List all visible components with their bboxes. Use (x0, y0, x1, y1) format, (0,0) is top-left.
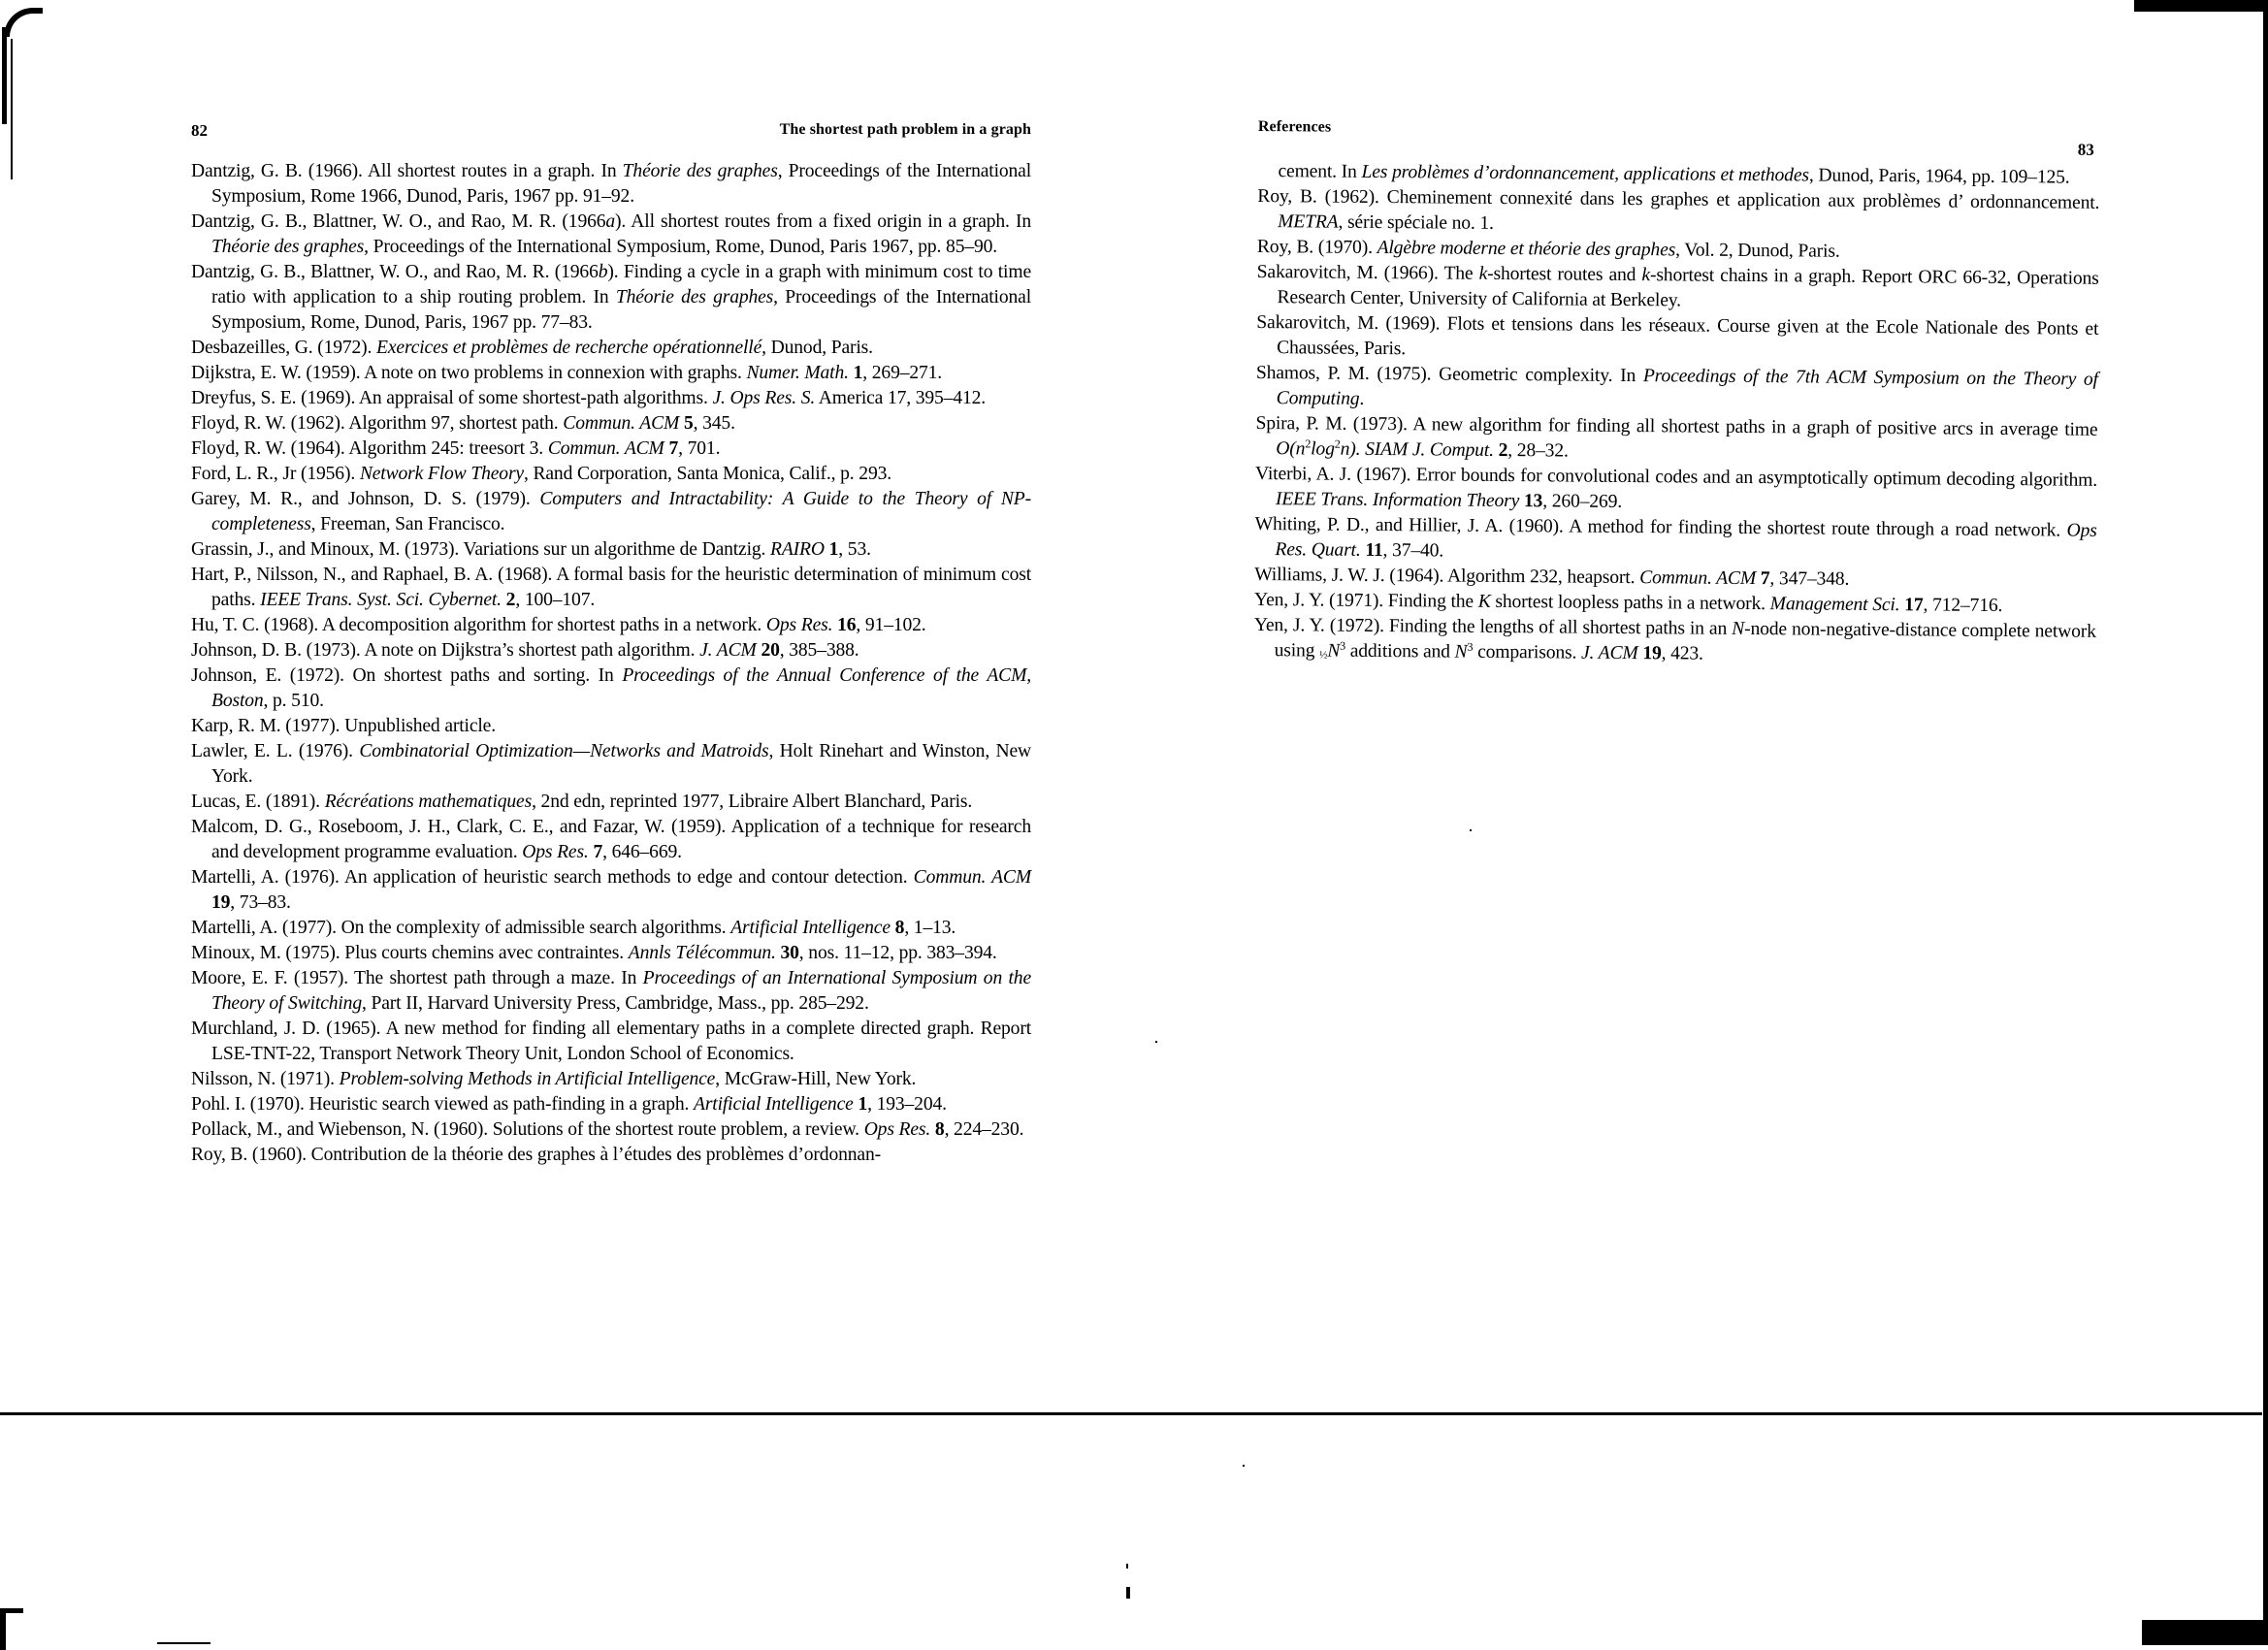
italic-text: N (1454, 641, 1468, 663)
reference-entry (191, 260, 1031, 336)
reference-entry (191, 563, 1031, 613)
scan-artifact-gutter-mark (1126, 1587, 1130, 1599)
italic-text: J. Ops Res. S. (712, 388, 816, 408)
text-segment: Dreyfus, S. E. (1969). An appraisal of some shortest-path algorithms. (191, 388, 713, 408)
text-segment: Roy, B. (1960). Contribution de la théorie des graphes à l’études des problèmes d’ordonnan- (191, 1145, 881, 1165)
text-segment: Dantzig, G. B., Blattner, W. O., and Rao, M. R. (1966 (191, 211, 606, 232)
scan-artifact-page-curl-top-left (4, 8, 43, 37)
scan-artifact-left-tick (11, 39, 13, 179)
text-segment: , 345. (693, 413, 735, 434)
italic-text: N (1327, 640, 1341, 662)
fraction: ½ (1319, 649, 1328, 662)
text-segment: , série spéciale no. 1. (1338, 211, 1494, 234)
bold-volume: 19 (211, 892, 231, 913)
italic-text: Combinatorial Optimization—Networks and Matroids (359, 741, 769, 761)
text-segment: Floyd, R. W. (1964). Algorithm 245: treesort 3. (191, 438, 548, 459)
italic-text: b (598, 262, 608, 282)
text-segment: -shortest chains in a graph. Report ORC 66-32, Operations Research Center, University of California at Berkeley. (1277, 265, 2099, 311)
bold-volume: 7 (1760, 568, 1770, 590)
italic-text: Exercices et problèmes de recherche opérationnellé (376, 338, 762, 358)
italic-text: Numer. Math. (746, 363, 849, 383)
reference-entry (1257, 184, 2099, 242)
page-number: 83 (2077, 140, 2094, 159)
text-segment: Floyd, R. W. (1962). Algorithm 97, shortest path. (191, 413, 564, 434)
text-segment: , 53. (838, 539, 871, 560)
text-segment: , 347–348. (1769, 568, 1850, 590)
italic-text: Commun. ACM (913, 867, 1031, 888)
text-segment: Yen, J. Y. (1971). Finding the (1253, 589, 1478, 612)
reference-entry (191, 336, 1031, 361)
reference-entry (191, 159, 1031, 210)
text-segment: Malcom, D. G., Roseboom, J. H., Clark, C. E., and Fazar, W. (1959). Application of a technique for research and development programme evaluation. (191, 817, 1031, 862)
reference-entry (191, 941, 1031, 966)
text-segment: , 646–669. (602, 842, 682, 862)
reference-list (191, 159, 1031, 1168)
text-segment: Whiting, P. D., and Hillier, J. A. (1960). A method for finding the shortest route through a road network. (1254, 513, 2067, 541)
text-segment: , 73–83. (230, 892, 291, 913)
text-segment: , 269–271. (862, 363, 943, 383)
italic-text: Les problèmes d’ordonnancement, applications et methodes (1361, 161, 1809, 186)
reference-list (1254, 184, 2100, 670)
text-segment: America 17, 395–412. (815, 388, 987, 408)
italic-text: log (1311, 438, 1335, 460)
reference-entry (191, 1092, 1031, 1117)
italic-text: Proceedings of the 7th ACM Symposium on the Theory of Computing (1276, 366, 2098, 409)
text-segment: , 701. (678, 438, 721, 459)
text-segment: Ford, L. R., Jr (1956). (191, 464, 360, 484)
text-segment: Roy, B. (1970). (1256, 236, 1377, 258)
text-segment: , Proceedings of the International Symposium, Rome, Dunod, Paris, 1967 pp. 77–83. (211, 287, 1031, 333)
text-segment: , 91–102. (856, 615, 926, 635)
italic-text: Proceedings of the Annual Conference of the ACM, Boston (211, 665, 1031, 711)
italic-text: Théorie des graphes (211, 237, 365, 257)
text-segment: -shortest routes and (1487, 263, 1642, 286)
italic-text: Théorie des graphes (622, 161, 778, 181)
text-segment: Lucas, E. (1891). (191, 792, 325, 812)
italic-text: IEEE Trans. Information Theory (1275, 489, 1520, 512)
left-page (191, 114, 1031, 1168)
text-segment: Shamos, P. M. (1975). Geometric complexity. In (1255, 362, 1643, 387)
bold-volume: 8 (934, 1119, 945, 1140)
italic-text: Management Sci. (1769, 594, 1900, 616)
text-segment: , 260–269. (1542, 491, 1623, 512)
text-segment: Viterbi, A. J. (1967). Error bounds for convolutional codes and an asymptotically optimum decoding algorithm. (1255, 463, 2098, 491)
bold-volume: 1 (858, 1094, 868, 1115)
scan-artifact-page-curl-bottom-left (0, 1608, 23, 1650)
italic-text: K (1477, 591, 1491, 612)
bold-volume: 1 (853, 363, 863, 383)
bold-volume: 17 (1904, 595, 1924, 616)
reference-entry (191, 210, 1031, 260)
text-segment: shortest loopless paths in a network. (1490, 591, 1770, 615)
scan-artifact-left-edge (2, 27, 7, 124)
bold-volume: 19 (1642, 643, 1662, 664)
reference-entry (191, 487, 1031, 537)
running-head-title: The shortest path problem in a graph (779, 121, 1031, 138)
bold-volume: 8 (894, 918, 905, 938)
text-segment: Sakarovitch, M. (1969). Flots et tensions dans les réseaux. Course given at the Ecole Nationale des Ponts et Chaussées, Paris. (1256, 311, 2099, 360)
reference-entry (191, 613, 1031, 638)
italic-text: n). SIAM J. Comput. (1340, 438, 1494, 461)
text-segment: ). Finding a cycle in a graph with minimum cost to time ratio with application to a ship routing problem. In (211, 262, 1031, 307)
reference-entry (191, 462, 1031, 487)
bold-volume: 5 (683, 413, 694, 434)
superscript: 3 (1340, 638, 1346, 653)
italic-text: Algèbre moderne et théorie des graphes (1377, 237, 1676, 261)
text-segment: , Rand Corporation, Santa Monica, Calif., p. 293. (523, 464, 891, 484)
text-segment: comparisons. (1473, 641, 1582, 663)
italic-text: Artificial Intelligence (730, 918, 891, 938)
bold-volume: 2 (505, 590, 516, 610)
italic-text: a (605, 211, 616, 232)
italic-text: O(n (1276, 438, 1306, 460)
right-running-head (1258, 114, 2100, 166)
reference-entry (191, 916, 1031, 941)
superscript: 2 (1305, 437, 1312, 451)
text-segment: Nilsson, N. (1971). (191, 1069, 340, 1089)
italic-text: Récréations mathematiques (324, 792, 533, 812)
reference-entry (191, 361, 1031, 386)
bold-volume: 7 (668, 438, 679, 459)
text-segment: , 193–204. (867, 1094, 947, 1115)
italic-text: Ops Res. (863, 1119, 931, 1140)
italic-text: Computers and Intractability: A Guide to the Theory of NP-completeness (211, 489, 1031, 534)
reference-entry (191, 537, 1031, 563)
text-segment: Desbazeilles, G. (1972). (191, 338, 377, 358)
text-segment: Johnson, E. (1972). On shortest paths and sorting. In (191, 665, 623, 686)
text-segment: Martelli, A. (1977). On the complexity of admissible search algorithms. (191, 918, 731, 938)
reference-entry (191, 1117, 1031, 1143)
text-segment: , Freeman, San Francisco. (310, 514, 505, 534)
reference-entry (191, 815, 1031, 865)
italic-text: Ops Res. (765, 615, 833, 635)
text-segment: , 385–388. (779, 640, 859, 661)
italic-text: Problem-solving Methods in Artificial Intelligence (339, 1069, 716, 1089)
reference-entry (191, 437, 1031, 462)
text-segment: Garey, M. R., and Johnson, D. S. (1979). (191, 489, 540, 509)
text-segment: , Part II, Harvard University Press, Cambridge, Mass., pp. 285–292. (361, 993, 869, 1014)
text-segment: , 2nd edn, reprinted 1977, Libraire Albert Blanchard, Paris. (532, 792, 973, 812)
scan-artifact-speck (1155, 1041, 1157, 1043)
text-segment: Spira, P. M. (1973). A new algorithm for finding all shortest paths in a graph of positive arcs in average time (1255, 412, 2098, 440)
italic-text: Proceedings of an International Symposium on the Theory of Switching (211, 968, 1031, 1014)
scan-artifact-speck (1243, 1465, 1245, 1467)
reference-entry (1254, 512, 2096, 569)
reference-entry (191, 1143, 1031, 1168)
text-segment: , Holt Rinehart and Winston, New York. (211, 741, 1031, 787)
text-segment: , 37–40. (1382, 540, 1444, 562)
reference-entry (191, 739, 1031, 790)
text-segment: Dantzig, G. B. (1966). All shortest routes in a graph. In (191, 161, 623, 181)
text-segment: -node non-negative-distance complete network using (1274, 618, 2096, 662)
italic-text: IEEE Trans. Syst. Sci. Cybernet. (260, 590, 502, 610)
text-segment: Hu, T. C. (1968). A decomposition algorithm for shortest paths in a network. (191, 615, 766, 635)
italic-text: N (1732, 618, 1745, 639)
scan-artifact-bottom-right-block (2142, 1620, 2268, 1645)
text-segment: Murchland, J. D. (1965). A new method for finding all elementary paths in a complete directed graph. Report LSE-TNT-22, Transport Network Theory Unit, London School of Economics. (191, 1019, 1031, 1064)
reference-entry (191, 714, 1031, 739)
reference-entry (1255, 462, 2097, 519)
text-segment: Johnson, D. B. (1973). A note on Dijkstra’s shortest path algorithm. (191, 640, 700, 661)
reference-entry (191, 1067, 1031, 1092)
scan-artifact-speck (1470, 829, 1472, 831)
text-segment: Grassin, J., and Minoux, M. (1973). Variations sur un algorithme de Dantzig. (191, 539, 771, 560)
italic-text: Commun. ACM (563, 413, 680, 434)
text-segment: , Proceedings of the International Symposium, Rome 1966, Dunod, Paris, 1967 pp. 91–92. (211, 161, 1032, 207)
text-segment: additions and (1345, 640, 1455, 663)
text-segment: Dantzig, G. B., Blattner, W. O., and Rao, M. R. (1966 (191, 262, 599, 282)
text-segment: , 224–230. (944, 1119, 1024, 1140)
text-segment: cement. In (1278, 161, 1362, 182)
text-segment: Pohl. I. (1970). Heuristic search viewed as path-finding in a graph. (191, 1094, 694, 1115)
reference-entry (191, 790, 1031, 815)
italic-text: RAIRO (770, 539, 825, 560)
reference-entry (191, 386, 1031, 411)
text-segment: , Proceedings of the International Symposium, Rome, Dunod, Paris 1967, pp. 85–90. (364, 237, 998, 257)
reference-entry (1256, 310, 2098, 368)
running-head-title: References (1257, 117, 1332, 136)
right-page (1254, 114, 2100, 670)
text-segment: , 28–32. (1507, 440, 1569, 462)
text-segment: Dijkstra, E. W. (1959). A note on two problems in connexion with graphs. (191, 363, 747, 383)
italic-text: Ops Res. (522, 842, 589, 862)
text-segment: Williams, J. W. J. (1964). Algorithm 232, heapsort. (1254, 564, 1640, 589)
italic-text: Annls Télécommun. (628, 943, 776, 963)
text-segment: Minoux, M. (1975). Plus courts chemins avec contraintes. (191, 943, 629, 963)
text-segment: Moore, E. F. (1957). The shortest path through a maze. In (191, 968, 643, 988)
scan-artifact-right-edge (2263, 0, 2268, 1645)
text-segment: ). All shortest routes from a fixed origin in a graph. In (615, 211, 1031, 232)
scan-artifact-gutter-mark (1126, 1564, 1128, 1569)
bold-volume: 13 (1523, 491, 1543, 512)
bold-volume: 7 (593, 842, 603, 862)
text-segment: . (1359, 388, 1365, 409)
text-segment: Lawler, E. L. (1976). (191, 741, 360, 761)
italic-text: Artificial Intelligence (694, 1094, 854, 1115)
text-segment: Hart, P., Nilsson, N., and Raphael, B. A. (1968). A formal basis for the heuristic determination of minimum cost paths. (191, 565, 1031, 610)
text-segment: , Dunod, Paris. (761, 338, 873, 358)
reference-entry (191, 663, 1031, 714)
reference-entry (1255, 411, 2097, 469)
text-segment: , Vol. 2, Dunod, Paris. (1675, 240, 1840, 262)
text-segment: Martelli, A. (1976). An application of heuristic search methods to edge and contour detection. (191, 867, 914, 888)
reference-entry (1254, 613, 2096, 670)
text-segment: , nos. 11–12, pp. 383–394. (798, 943, 997, 963)
left-running-head (191, 114, 1031, 159)
text-segment: , 423. (1661, 643, 1703, 664)
reference-entry (1256, 361, 2098, 418)
italic-text: J. ACM (699, 640, 757, 661)
bold-volume: 2 (1498, 439, 1508, 462)
text-segment: , Dunod, Paris, 1964, pp. 109–125. (1808, 165, 2070, 188)
reference-entry (191, 638, 1031, 663)
bold-volume: 30 (780, 943, 799, 963)
italic-text: Network Flow Theory (359, 464, 524, 484)
text-segment: Karp, R. M. (1977). Unpublished article. (191, 716, 496, 736)
italic-text: Théorie des graphes (615, 287, 774, 307)
bold-volume: 1 (828, 539, 839, 560)
italic-text: k (1641, 265, 1651, 286)
italic-text: METRA (1278, 211, 1339, 233)
text-segment: , 1–13. (904, 918, 956, 938)
italic-text: Commun. ACM (547, 438, 664, 459)
reference-entry (1256, 260, 2098, 317)
text-segment: Pollack, M., and Wiebenson, N. (1960). Solutions of the shortest route problem, a review. (191, 1119, 864, 1140)
italic-text: k (1478, 263, 1488, 284)
text-segment: , 100–107. (515, 590, 596, 610)
reference-entry (191, 1017, 1031, 1067)
italic-text: Commun. ACM (1639, 567, 1757, 590)
page-number: 82 (191, 121, 208, 140)
reference-entry (191, 411, 1031, 437)
scan-artifact-bottom-specks (157, 1642, 211, 1644)
italic-text: Ops Res. Quart. (1275, 520, 2097, 561)
text-segment: , McGraw-Hill, New York. (715, 1069, 917, 1089)
bold-volume: 11 (1365, 539, 1383, 562)
bold-volume: 20 (761, 640, 780, 661)
text-segment: , p. 510. (263, 691, 324, 711)
superscript: 3 (1467, 639, 1474, 654)
text-segment: Roy, B. (1962). Cheminement connexité dans les graphes et application aux problèmes d’ ordonnancement. (1257, 185, 2100, 213)
bold-volume: 16 (837, 615, 857, 635)
superscript: 2 (1334, 437, 1341, 451)
text-segment: , 712–716. (1923, 595, 2003, 617)
text-segment: Yen, J. Y. (1972). Finding the lengths of all shortest paths in an (1253, 614, 1733, 639)
reference-entry (191, 966, 1031, 1017)
text-segment: Sakarovitch, M. (1966). The (1256, 261, 1479, 284)
scan-artifact-horizontal-line (0, 1412, 2262, 1415)
italic-text: J. ACM (1580, 642, 1638, 664)
reference-entry (191, 865, 1031, 916)
scan-artifact-top-right-bar (2134, 0, 2268, 12)
